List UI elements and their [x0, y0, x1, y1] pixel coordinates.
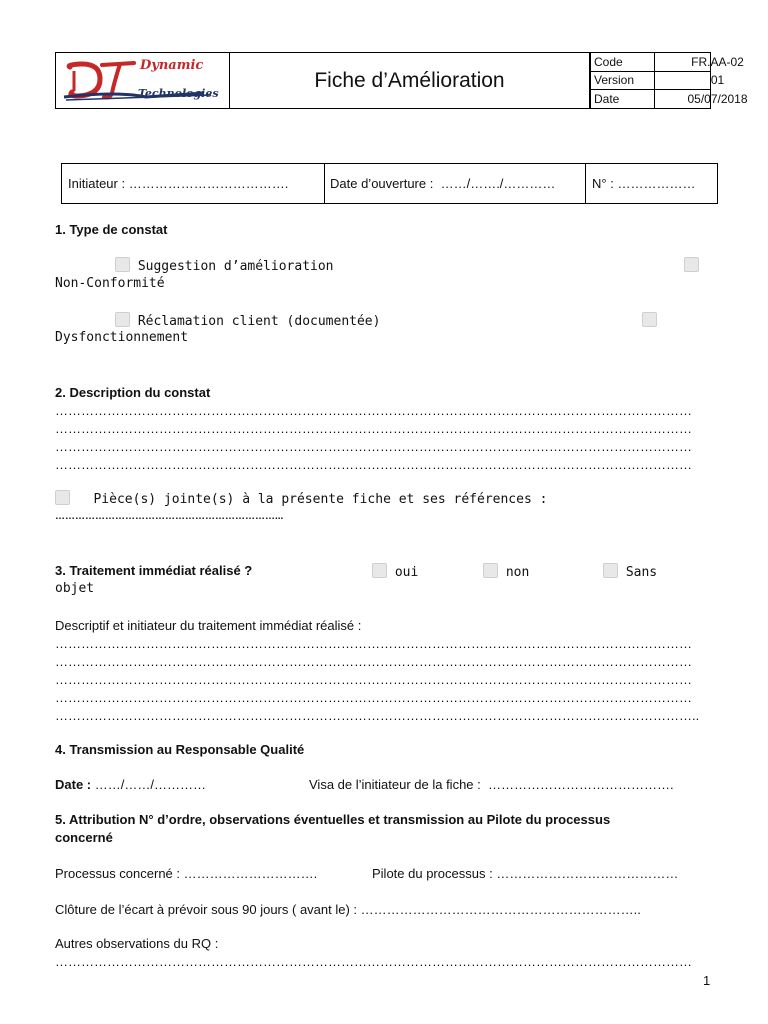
meta-key: Date: [594, 92, 620, 106]
processus-concerne[interactable]: [55, 866, 317, 881]
descriptif-line-4[interactable]: …………………………………………………………………………………………………………………………………: [55, 690, 692, 705]
descriptif-label: Descriptif et initiateur du traitement immédiat réalisé :: [55, 618, 362, 633]
checkbox-dysfonctionnement[interactable]: [642, 312, 657, 330]
option-dysfonctionnement-label: Dysfonctionnement: [55, 330, 189, 345]
meta-value: FR.AA-02: [691, 55, 744, 69]
meta-value: 05/07/2018: [687, 92, 748, 106]
visa-value: …………………………………….: [487, 777, 674, 792]
transmission-date-value: ……/……/…………: [94, 777, 206, 792]
meta-row-code: [590, 53, 744, 72]
section2-heading: 2. Description du constat: [55, 385, 211, 400]
option-non[interactable]: [483, 563, 529, 580]
section4-heading: 4. Transmission au Responsable Qualité: [55, 742, 305, 757]
checkbox-reclamation[interactable]: [115, 312, 130, 327]
descriptif-line-3[interactable]: …………………………………………………………………………………………………………………………………: [55, 672, 692, 687]
checkbox-non-conformite[interactable]: [684, 257, 699, 275]
meta-key: Version: [594, 73, 635, 87]
date-ouverture-label: Date d’ouverture :: [330, 176, 434, 191]
option-suggestion-label: Suggestion d’amélioration: [137, 259, 334, 274]
pilote-processus[interactable]: [372, 866, 678, 881]
checkbox-pieces-jointes[interactable]: [55, 490, 70, 505]
section3-heading: 3. Traitement immédiat réalisé ?: [55, 563, 253, 578]
processus-label: Processus concerné :: [55, 866, 181, 881]
checkbox-non[interactable]: [483, 563, 498, 578]
visa-label: Visa de l’initiateur de la fiche :: [309, 777, 481, 792]
pilote-label: Pilote du processus :: [372, 866, 493, 881]
pieces-jointes[interactable]: [55, 490, 547, 507]
description-line-4[interactable]: …………………………………………………………………………………………………………………………………: [55, 457, 692, 472]
date-ouverture-cell[interactable]: [330, 164, 585, 203]
option-sans-objet[interactable]: [603, 563, 657, 580]
description-line-3[interactable]: …………………………………………………………………………………………………………………………………: [55, 439, 692, 454]
logo: [56, 53, 230, 108]
option-oui-label: oui: [394, 565, 419, 580]
checkbox-oui[interactable]: [372, 563, 387, 578]
visa-initiateur[interactable]: [309, 777, 674, 792]
option-non-conformite-label: Non-Conformité: [55, 276, 165, 291]
option-sans-objet-label: Sans: [625, 565, 658, 580]
cloture-ecart[interactable]: [55, 902, 641, 917]
info-divider: [585, 164, 586, 203]
option-oui[interactable]: [372, 563, 418, 580]
descriptif-line-5[interactable]: …………………………………………………………………………………………………………………………………..: [55, 708, 700, 723]
pieces-jointes-label: Pièce(s) jointe(s) à la présente fiche et ses références :: [93, 492, 548, 507]
transmission-date[interactable]: [55, 777, 206, 792]
autres-observations-line[interactable]: …………………………………………………………………………………………………………………………………: [55, 954, 692, 969]
page-number: 1: [703, 973, 711, 988]
meta-key: Code: [594, 55, 623, 69]
option-non-label: non: [505, 565, 530, 580]
info-divider: [324, 164, 325, 203]
date-ouverture-value: ……/……./…………: [440, 176, 556, 191]
info-row: [61, 163, 718, 204]
checkbox-icon[interactable]: [642, 312, 657, 327]
description-line-2[interactable]: …………………………………………………………………………………………………………………………………: [55, 421, 692, 436]
initiateur-value: ……………………………….: [128, 176, 289, 191]
transmission-date-label: Date :: [55, 777, 92, 792]
descriptif-line-2[interactable]: …………………………………………………………………………………………………………………………………: [55, 654, 692, 669]
checkbox-sans-objet[interactable]: [603, 563, 618, 578]
section5-heading: 5. Attribution N° d’ordre, observations éventuelles et transmission au Pilote du processus: [55, 812, 611, 827]
initiateur-label: Initiateur :: [68, 176, 126, 191]
document-meta: [590, 53, 748, 108]
meta-row-version: [590, 71, 725, 90]
checkbox-icon[interactable]: [684, 257, 699, 272]
option-reclamation[interactable]: [115, 312, 380, 329]
autres-observations-label: Autres observations du RQ :: [55, 936, 219, 951]
initiateur-cell[interactable]: [68, 164, 323, 203]
pieces-jointes-references[interactable]: …………………………………………………………...: [55, 511, 284, 522]
option-sans-objet-label-cont: objet: [55, 581, 95, 596]
numero-value: ………………: [617, 176, 696, 191]
document-header: [55, 52, 748, 109]
cloture-value: ………………………………………………………..: [360, 902, 641, 917]
cloture-label: Clôture de l’écart à prévoir sous 90 jours ( avant le) :: [55, 902, 358, 917]
logo-text-dynamic: Dynamic: [140, 58, 204, 73]
meta-value: 01: [710, 73, 725, 87]
option-suggestion[interactable]: [115, 257, 334, 274]
checkbox-suggestion[interactable]: [115, 257, 130, 272]
section1-heading: 1. Type de constat: [55, 222, 168, 237]
numero-label: N° :: [592, 176, 614, 191]
section5-heading-cont: concerné: [55, 830, 113, 845]
description-line-1[interactable]: …………………………………………………………………………………………………………………………………: [55, 403, 692, 418]
option-reclamation-label: Réclamation client (documentée): [137, 314, 381, 329]
descriptif-line-1[interactable]: …………………………………………………………………………………………………………………………………: [55, 636, 692, 651]
numero-cell[interactable]: [592, 164, 714, 203]
processus-value: ………………………….: [183, 866, 318, 881]
document-title: Fiche d’Amélioration: [229, 53, 591, 108]
meta-row-date: [590, 90, 748, 108]
logo-text-technologies: Technologies: [138, 87, 219, 100]
pilote-value: ……………………………………: [496, 866, 679, 881]
meta-divider-outer: [589, 52, 590, 109]
meta-divider: [654, 53, 655, 108]
